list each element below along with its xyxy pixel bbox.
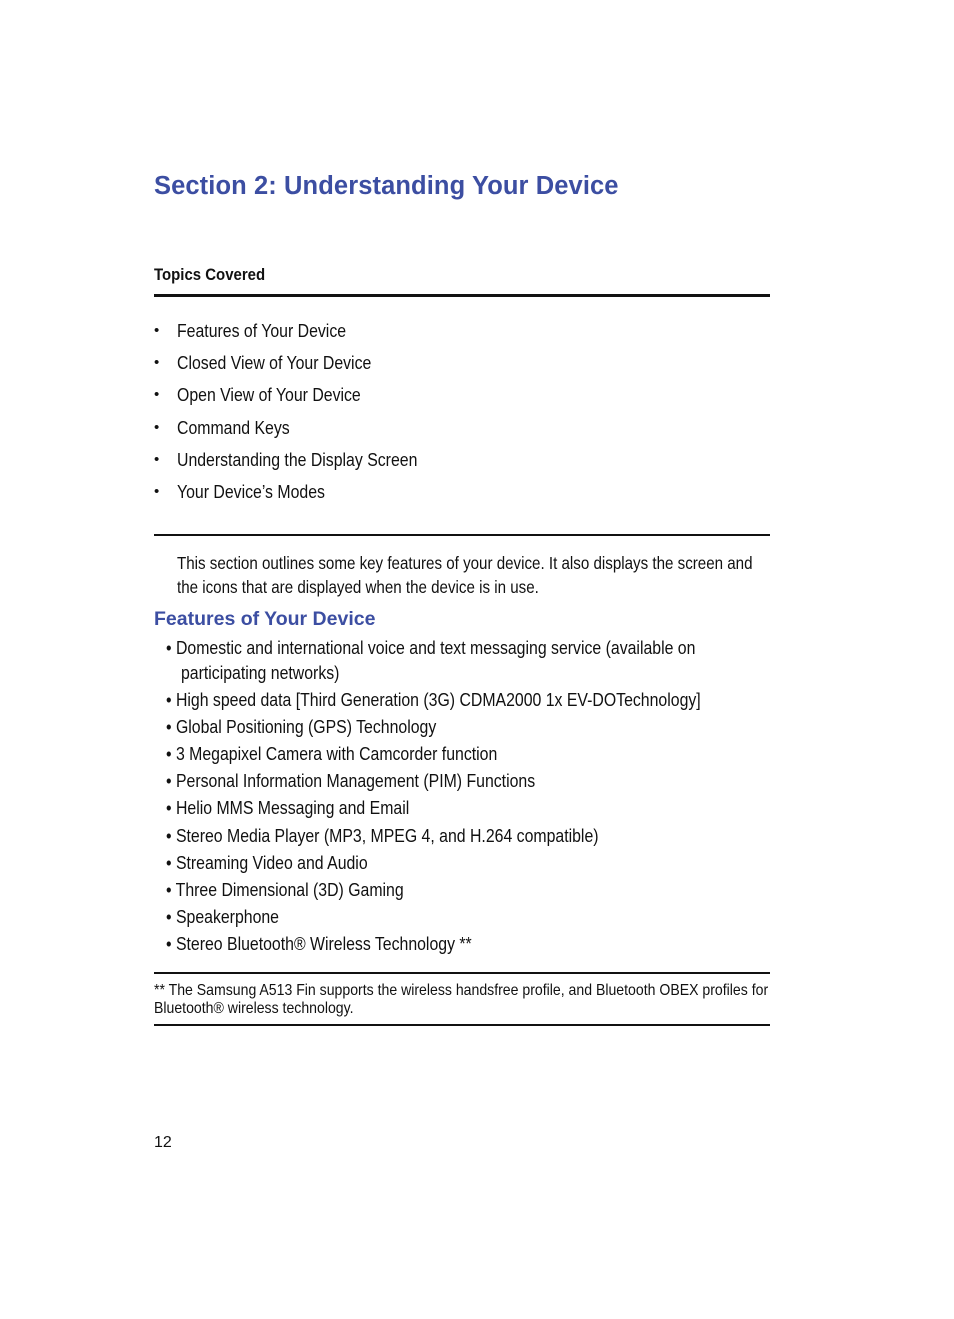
bullet: •	[154, 354, 160, 372]
bullet: •	[154, 450, 160, 468]
bullet: •	[154, 322, 160, 339]
feature-label: • Domestic and international voice and text messaging service (available on	[166, 638, 696, 658]
feature-item	[166, 636, 701, 686]
topics-heading: Topics Covered	[154, 265, 266, 284]
feature-label-continued: participating networks)	[180, 663, 340, 683]
features-heading: Features of Your Device	[154, 608, 376, 630]
bullet: •	[154, 386, 160, 404]
feature-item: • Speakerphone	[166, 906, 279, 927]
feature-item: • Streaming Video and Audio	[166, 852, 368, 873]
feature-item: • Stereo Media Player (MP3, MPEG 4, and H.264 compatible)	[166, 825, 599, 846]
topics-bottom-rule	[154, 534, 770, 536]
topic-label: Command Keys	[177, 417, 290, 438]
intro-paragraph: This section outlines some key features of your device. It also displays the screen and the icons that are displayed when the device is in use.	[177, 553, 753, 597]
feature-item: • 3 Megapixel Camera with Camcorder function	[166, 744, 498, 765]
topics-top-rule	[154, 294, 770, 297]
feature-item: • Global Positioning (GPS) Technology	[166, 717, 437, 738]
topic-label: Open View of Your Device	[177, 385, 361, 406]
feature-item: • High speed data [Third Generation (3G) CDMA2000 1x EV-DOTechnology]	[166, 690, 701, 711]
feature-item: • Three Dimensional (3D) Gaming	[166, 879, 404, 900]
section-title: Section 2: Understanding Your Device	[154, 172, 619, 200]
topic-label: Understanding the Display Screen	[177, 449, 418, 470]
feature-item: • Helio MMS Messaging and Email	[166, 798, 410, 819]
bullet: •	[154, 418, 160, 436]
footnote-top-rule	[154, 972, 770, 974]
topic-label: Your Device’s Modes	[177, 481, 325, 502]
feature-item: • Personal Information Management (PIM) Functions	[166, 771, 536, 792]
footnote: ** The Samsung A513 Fin supports the wireless handsfree profile, and Bluetooth OBEX profiles for Bluetooth® wireless technology.	[154, 982, 769, 1017]
footnote-bottom-rule	[154, 1024, 770, 1026]
topic-label: Closed View of Your Device	[177, 353, 372, 374]
topic-label: Features of Your Device	[177, 321, 347, 341]
features-list	[166, 636, 774, 959]
page-number: 12	[154, 1134, 172, 1151]
feature-item: • Stereo Bluetooth® Wireless Technology **	[166, 933, 472, 954]
bullet: •	[154, 482, 160, 500]
